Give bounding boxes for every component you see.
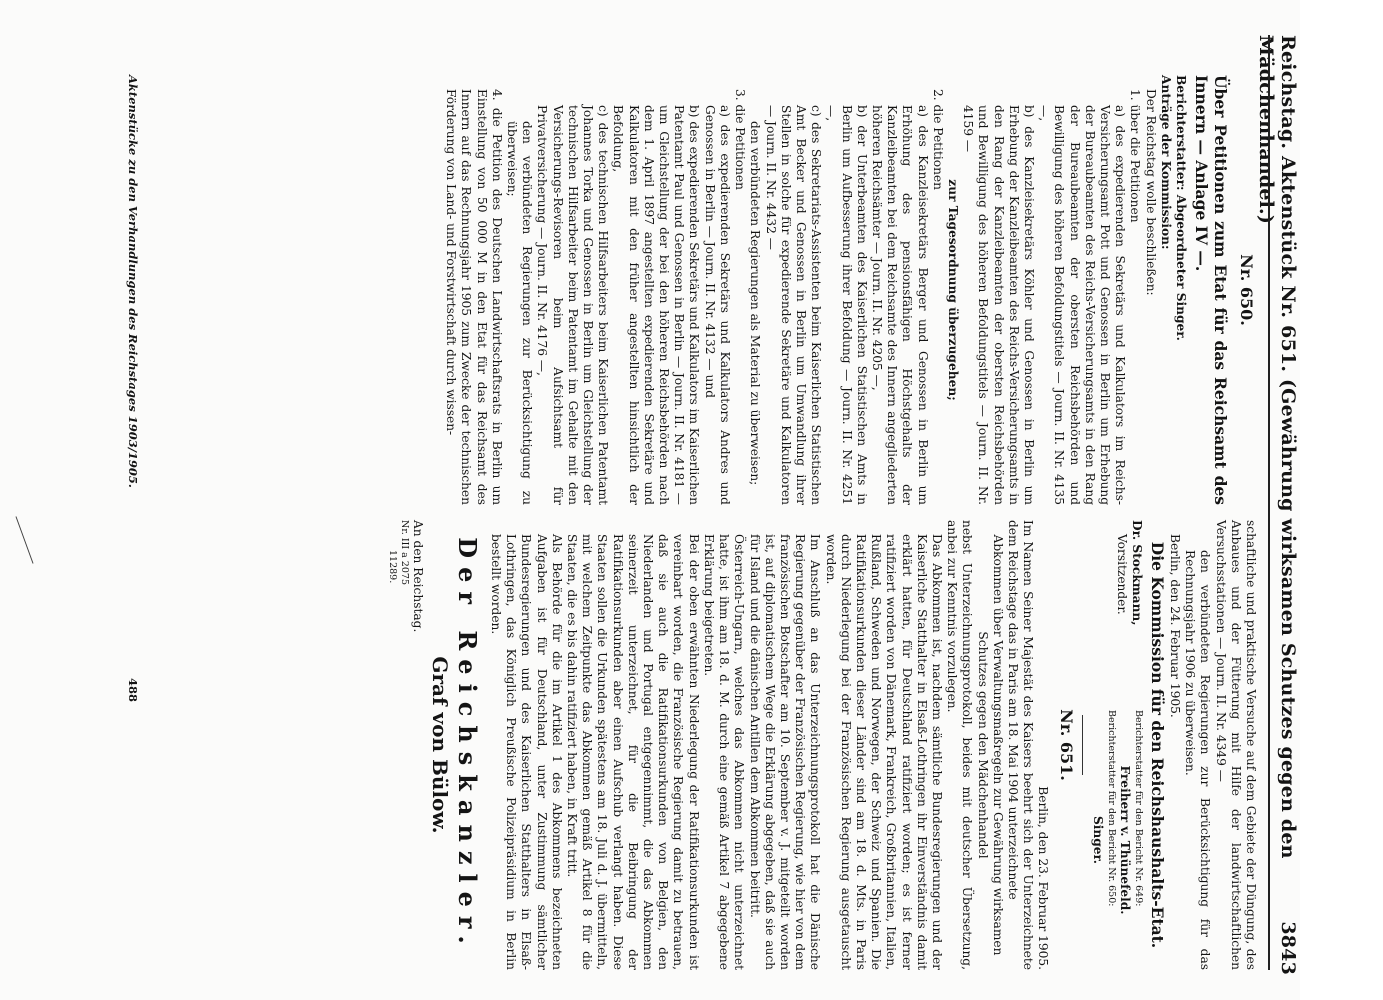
addressee: An den Reichstag. bbox=[410, 520, 425, 633]
left-column-paragraph: c) des Sekretariats-Assistenten beim Kaiserlichen Statistischen Amt Becker und Genossen in Berlin um Umwandlung ihrer Stellen in solche für expedierende Sekretäre und Kalkulatoren — Journ. II. Nr. 4432 — bbox=[763, 105, 824, 505]
left-column-paragraph: a) des expedierenden Sekretärs und Kalkulators im Reichs-Versicherungsamt Pott und Genossen in Berlin um Erhebung der Bureaubeamten des Reichs-Versicherungsamts in den Rang der Bureaubeamten der obersten Reichsbehörden und Bewilligung des höheren Befoldungstitels — Journ. II. Nr. 4135 —, bbox=[1037, 105, 1128, 505]
left-column-paragraph: b) des expedierenden Sekretärs und Kalkulators im Kaiserlichen Patentamt Paul und Genossen in Berlin — Journ. II. Nr. 4181 — um Gleichstellung der bei den höheren Reichsbehörden nach dem 1. April 1897 angestellten expedierenden Sekretäre und Kalkulatoren mit den früher angestellten hinsichtlich der Befoldung, bbox=[611, 105, 702, 505]
chair-name: Dr. Stockmann, bbox=[1129, 520, 1144, 626]
document-651-paragraph: Abkommen über Verwaltungsmaßregeln zur Gewährung wirksamen Schutzes gegen den Mädchenhandel bbox=[975, 534, 1005, 956]
document-651-paragraph: Österreich-Ungarn, welches das Abkommen nicht unterzeichnet hatte, ist ihm am 18. d. M. durch eine gemäß Artikel 7 abgegebene Erklärung beigetreten. bbox=[701, 534, 747, 970]
header-rule bbox=[1268, 35, 1270, 970]
header-title: Reichstag. Aktenstück Nr. 651. (Gewährung wirksamen Schutzes gegen den Mädchenhandel.) bbox=[1255, 35, 1299, 859]
document-651-paragraph: Im Namen Seiner Majestät des Kaisers beehrt sich der Unterzeichnete dem Reichstage das in Paris am 18. Mai 1904 unterzeichnete bbox=[1005, 520, 1036, 970]
reference-number: Nr. III a 2075 bbox=[398, 520, 410, 585]
left-column-paragraph: den verbündeten Regierungen zur Berücksichtigung zu überweisen; bbox=[505, 121, 535, 505]
footer-page-number: 488 bbox=[126, 677, 140, 702]
right-column bbox=[383, 520, 1258, 970]
report-650-paragraph: den verbündeten Regierungen zur Berücksichtigung für das Rechnungsjahr 1906 zu überweisen. bbox=[1183, 550, 1213, 970]
closing-refs bbox=[386, 520, 425, 632]
rapporteur-649-name: Freiherr v. Thünefeld. bbox=[1117, 765, 1132, 915]
report-650-paragraph: Die Kommission für den Reichshaushalts-Etat. bbox=[1147, 541, 1167, 949]
left-column-paragraph: a) des Kanzleisekretärs Berger und Genossen in Berlin um Erhöhung des pensionsfähigen Höchstgehalts der Kanzleibeamten bei dem Reichsamte des Innern angegliederten höheren Reichsämter — Journ. II. Nr. 4205 —, bbox=[869, 105, 930, 505]
left-column-paragraph: Der Reichstag wolle beschließen: bbox=[1143, 89, 1158, 296]
left-column-paragraph: 3. die Petitionen bbox=[733, 89, 748, 190]
section-divider bbox=[1082, 715, 1083, 775]
reference-number-2: 11289. bbox=[386, 550, 398, 584]
margin-mark bbox=[15, 516, 33, 563]
document-651-paragraph: nebst Unterzeichnungsprotokoll, beides mit deutscher Übersetzung, anbei zur Kenntnis vorzulegen. bbox=[945, 520, 975, 970]
document-651-paragraph: Das Abkommen ist, nachdem sämtliche Bundesregierungen und der Kaiserliche Statthalter in Elsaß-Lothringen ihr Einverständnis damit erklärt hatten, für Deutschland ratifiziert worden; es ist ferner ratifiziert worden von Dänemark, Frankreich, Großbritannien, Italien, Rußland, Schweden und Norwegen, der Schweiz und Spanien. Die Ratifikationsurkunden dieser Länder sind am 18. d. Mts. in Paris durch Niederlegung bei der Französischen Regierung ausgetauscht worden. bbox=[823, 534, 944, 970]
left-column-paragraph: c) des technischen Hilfsarbeiters beim Kaiserlichen Patentamt Johannes Torka und Genossen in Berlin um Gleichstellung der technischen Hilfsarbeiter beim Patentamt im Gehalte mit den Versicherungs-Revisoren beim Aufsichtsamt für Privatversicherung — Journ. II. Nr. 4176 —, bbox=[535, 105, 611, 505]
left-column-paragraph: Berichterstatter: Abgeordneter Singer. bbox=[1174, 75, 1188, 341]
left-column-paragraph: 4. die Petition des Deutschen Landwirtschaftsrats in Berlin um Einstellung von 50 000 M in den Etat für das Reichsamt des Innern auf das Rechnungsjahr 1905 zum Zwecke der technischen Förderung von Land- und Forstwirtschaft durch wissen- bbox=[444, 89, 504, 505]
signer-title: Der Reichskanzler. bbox=[452, 537, 482, 953]
document-651 bbox=[488, 520, 1077, 970]
header-page-number: 3843 bbox=[1277, 921, 1299, 975]
chair-signature bbox=[1113, 520, 1143, 626]
rapporteur-649-label: Berichterstatter für den Bericht Nr. 649: bbox=[1132, 710, 1144, 907]
left-column-paragraph: zur Tagesordnung überzugehen; bbox=[945, 179, 960, 401]
left-column-paragraph: b) der Unterbeamten des Kaiserlichen Statistischen Amts in Berlin um Aufbesserung ihrer Befoldung — Journ. II. Nr. 4251 —, bbox=[824, 105, 869, 505]
left-column-paragraph: den verbündeten Regierungen als Material zu überweisen; bbox=[748, 121, 763, 486]
left-column-paragraph: b) des Kanzleisekretärs Köhler und Genossen in Berlin um Erhebung der Kanzleibeamten des Reichs-Versicherungsamts in den Rang der Kanzleibeamten der obersten Reichsbehörden und Bewilligung des höheren Befoldungstitels — Journ. II. Nr. 4159 — bbox=[961, 105, 1036, 505]
left-column-paragraph: Nr. 650. bbox=[1237, 254, 1256, 326]
left-column-paragraph: a) des expedierenden Sekretärs und Kalkulators Andres und Genossen in Berlin — Journ. II. Nr. 4132 — und bbox=[702, 105, 732, 505]
rapporteur-650-name: Singer. bbox=[1090, 815, 1105, 865]
document-651-paragraph: Nr. 651. bbox=[1057, 709, 1077, 781]
report-650-continuation bbox=[1148, 520, 1258, 970]
document-651-paragraph: Als Behörde für die im Artikel 1 des Abkommens bezeichneten Aufgaben ist für Deutschland, unter Zustimmung sämtlicher Bundesregierungen und des Kaiserlichen Statthalters in Elsaß-Lothringen, das Königlich Preußische Polizeipräsidium in Berlin bestellt worden. bbox=[489, 534, 564, 970]
signer-name: Graf von Bülow. bbox=[427, 656, 452, 834]
left-column-paragraph: Anträge der Kommission: bbox=[1158, 75, 1173, 250]
rapporteur-650-label: Berichterstatter für den Bericht Nr. 650: bbox=[1105, 710, 1117, 907]
closing-block bbox=[386, 520, 425, 970]
document-651-paragraph: Berlin, den 23. Februar 1905. bbox=[1036, 786, 1051, 970]
left-column bbox=[443, 75, 1258, 505]
report-650-paragraph: Berlin, den 24. Februar 1905. bbox=[1167, 534, 1182, 718]
chair-role: Vorsitzender. bbox=[1114, 534, 1129, 615]
left-column-paragraph: 1. über die Petitionen bbox=[1128, 89, 1143, 223]
left-column-paragraph: Über Petitionen zum Etat für das Reichsamt des Innern — Anlage IV —. bbox=[1192, 75, 1230, 505]
document-651-paragraph: Bei der oben erwähnten Niederlegung der Ratifikationsurkunden ist vereinbart worden, die Französische Regierung damit zu betrauen, daß sie auch die Ratifikationsurkunden von Belgien, den Niederlanden und Portugal entgegennimmt, die das Abkommen seinerzeit unterzeichnet, für die Beibringung der Ratifikationsurkunden aber einen Aufschub verlangt haben. Diese Staaten sollen die Urkunden spätestens am 18. Juli d. J. übermitteln, mit welchem Zeitpunkte das Abkommen gemäß Artikel 8 für die Staaten, die es bis dahin ratifiziert haben, in Kraft tritt. bbox=[565, 534, 701, 970]
rapporteur-signatures bbox=[1089, 710, 1143, 970]
commission-signatures bbox=[1089, 520, 1143, 970]
footer-title: Aktenstücke zu den Verhandlungen des Reichstages 1903/1905. bbox=[126, 75, 140, 488]
document-651-paragraph: Im Anschluß an das Unterzeichnungsprotokoll hat die Dänische Regierung gegenüber der Französischen Regierung, wie hier von dem französischen Botschafter am 10. September v. J. mitgeteilt worden ist, auf diplomatischem Wege die Erklärung abgegeben, daß sie auch für Island und die dänischen Antillen dem Abkommen beitritt. bbox=[747, 534, 823, 970]
report-650-paragraph: schaftliche und praktische Versuche auf dem Gebiete der Düngung, des Anbaues und der Fütterung mit Hilfe der landwirtschaftlichen Versuchsstationen — Journ. II. Nr. 4349 — bbox=[1213, 520, 1258, 970]
left-column-paragraph: 2. die Petitionen bbox=[930, 89, 945, 190]
running-header bbox=[1255, 35, 1299, 975]
